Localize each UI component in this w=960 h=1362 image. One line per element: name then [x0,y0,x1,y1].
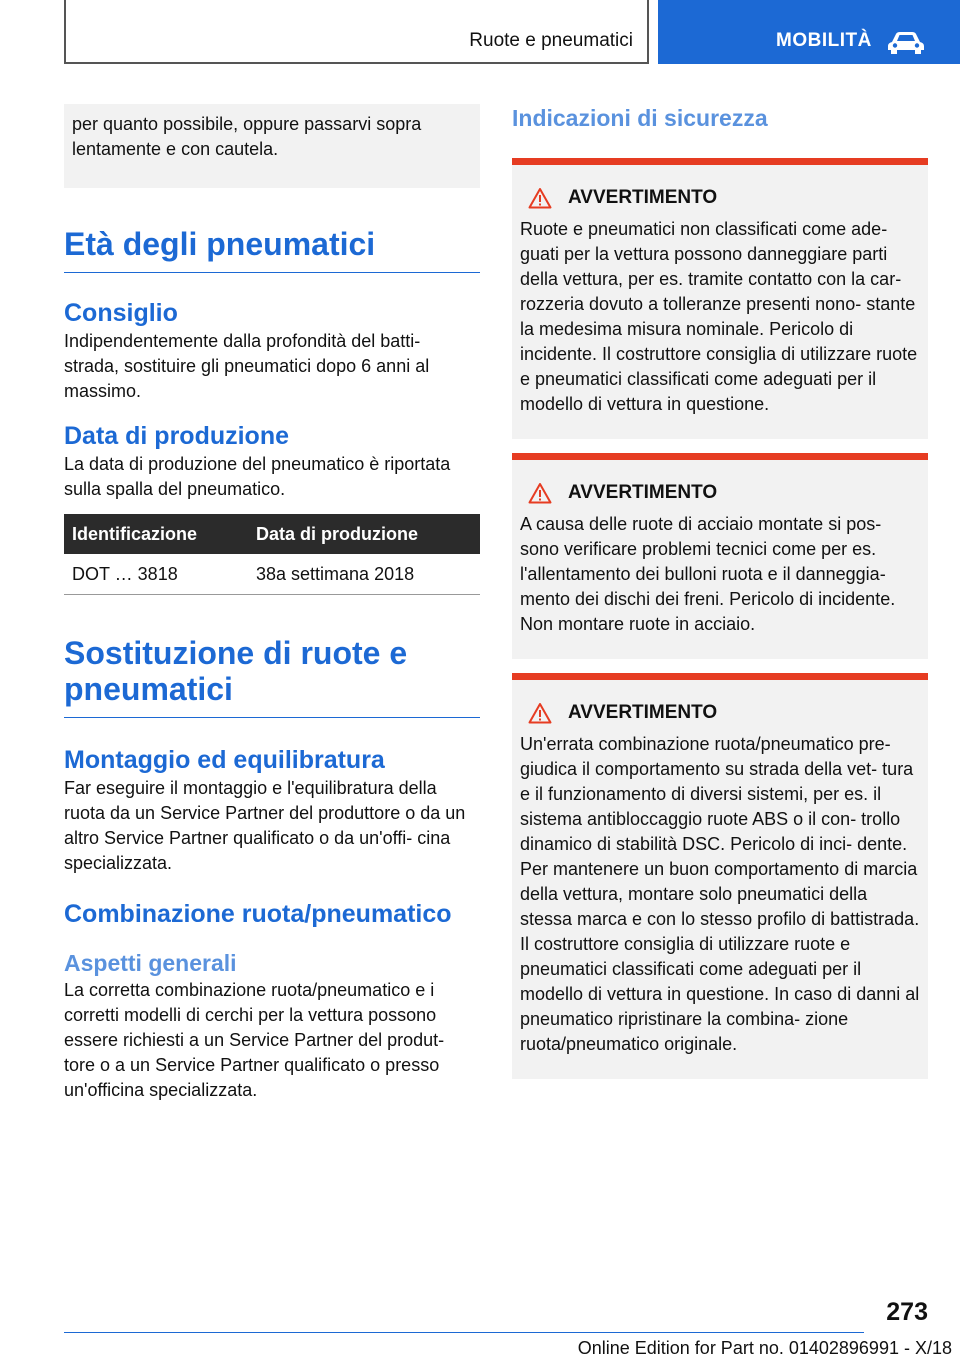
warning-label: AVVERTIMENTO [568,702,718,723]
warning-text: Un'errata combinazione ruota/pneumatico pre- giudica il comportamento su strada della vet- tura e il funzionamento di diversi sistemi, per es. il sistema antibloccaggio ruote ABS o il con- trollo dinamico di stabilità DSC. Pericolo di inci- dente. Per mantenere un buon comportamento di marcia della vettura, montare solo pneumatici della stessa marca e con lo stesso profilo di battistrada. Il costruttore consiglia di utilizzare ruote e pneumatici classificati come adeguati per il modello di vettura in questione. In caso di danni al pneumatico ripristinare la combina- zione ruota/pneumatico originale. [520,734,920,1054]
warning-text: Ruote e pneumatici non classificati come ade- guati per la vettura possono danneggiare parti della vettura, per es. tramite contatto con la car- rozzeria dovuto a tolleranze presenti nono- stante la medesima misura nominale. Pericolo di incidente. Il costruttore consiglia di utilizzare ruote e pneumatici classificati come adeguati per il modello di vettura in questione. [520,219,918,414]
edition-text: Online Edition for Part no. 01402896991 - X/18 [577,1338,952,1358]
mounting-heading: Montaggio ed equilibratura [64,746,385,774]
table-cell: 38a settimana 2018 [248,554,480,595]
left-column [64,104,480,1103]
warning-text: A causa delle ruote di acciaio montate si pos- sono verificare problemi tecnici come per es. l'allentamento dei bulloni ruota e il danneggia- mento dei dischi dei freni. Pericolo di incidente. Non montare ruote in acciaio. [520,514,896,634]
warning-box [512,453,928,659]
table-cell: DOT … 3818 [64,554,248,595]
right-column [512,104,928,1079]
intro-text: per quanto possibile, oppure passarvi sopra lentamente e con cautela. [72,114,422,159]
warning-triangle-icon [528,187,552,209]
warning-triangle-icon [528,482,552,504]
production-date-heading: Data di produzione [64,422,289,450]
combination-heading: Combinazione ruota/pneumatico [64,900,452,928]
warning-header [528,700,920,726]
car-icon [886,30,926,54]
intro-box [64,104,480,188]
warning-box [512,673,928,1079]
warning-label: AVVERTIMENTO [568,482,718,503]
warning-triangle-icon [528,702,552,724]
header-chapter-tab[interactable] [658,0,960,64]
replace-heading: Sostituzione di ruote e pneumatici [64,635,480,718]
advice-text: Indipendentemente dalla profondità del batti- strada, sostituire gli pneumatici dopo 6 anni al massimo. [64,331,430,401]
production-table [64,514,480,595]
table-row [64,554,480,595]
advice-heading: Consiglio [64,299,178,327]
page-number: 273 [886,1298,928,1326]
warning-header [528,480,920,506]
header-section-title: Ruote e pneumatici [469,30,633,51]
table-header-row [64,514,480,554]
footer-divider [64,1332,864,1333]
general-text: La corretta combinazione ruota/pneumatico e i corretti modelli di cerchi per la vettura possono essere richiesti a un Service Partner del produt- tore o a un Service Partner qualificato o presso un'officina specializzata. [64,980,445,1100]
table-header-cell: Data di produzione [248,514,480,554]
warning-label: AVVERTIMENTO [568,187,718,208]
header-chapter-label: MOBILITÀ [776,30,872,51]
header-section-box [64,0,649,64]
warning-header [528,185,920,211]
production-date-text: La data di produzione del pneumatico è riportata sulla spalla del pneumatico. [64,454,451,499]
mounting-text: Far eseguire il montaggio e l'equilibratura della ruota da un Service Partner del produttore o da un altro Service Partner qualificato o da un'offi- cina specializzata. [64,778,466,873]
table-header-cell: Identificazione [64,514,248,554]
warning-box [512,158,928,439]
safety-heading: Indicazioni di sicurezza [512,105,768,131]
age-heading: Età degli pneumatici [64,226,480,273]
general-heading: Aspetti generali [64,950,237,976]
